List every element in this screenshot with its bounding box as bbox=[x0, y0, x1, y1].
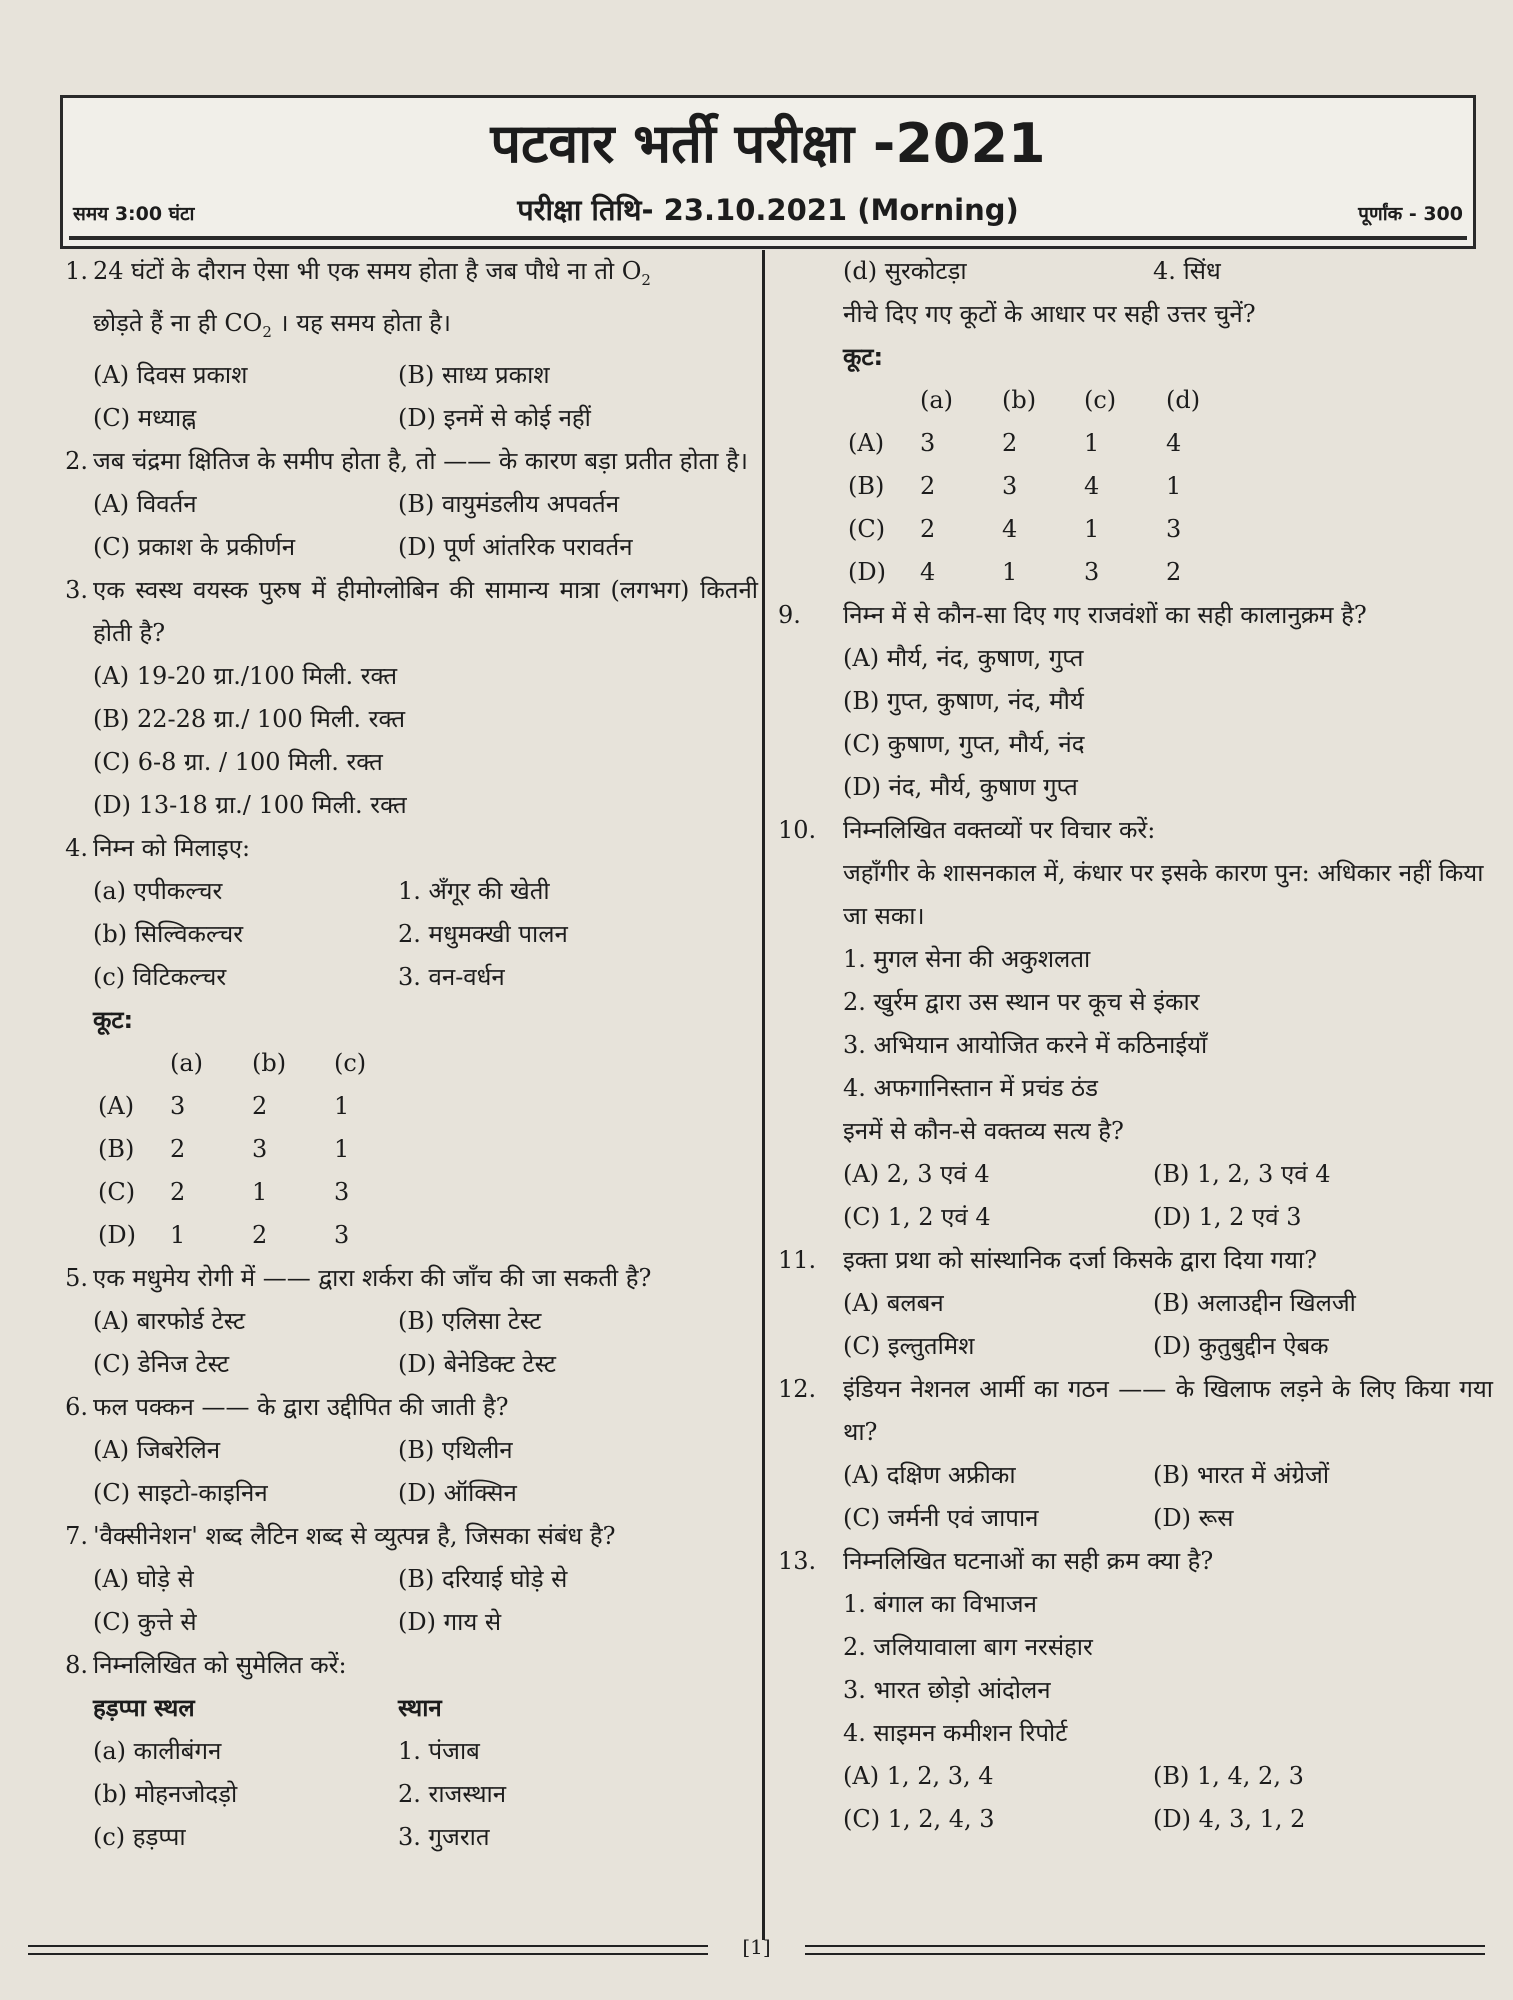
options bbox=[93, 1300, 758, 1386]
code-cell: 3 bbox=[252, 1134, 268, 1163]
options bbox=[93, 1558, 758, 1644]
statement: 1. मुगल सेना की अकुशलता bbox=[843, 945, 1091, 973]
code-cell: 3 bbox=[334, 1220, 350, 1249]
code-cell: 2 bbox=[1002, 429, 1018, 457]
code-cell: (A) bbox=[848, 429, 885, 457]
options bbox=[843, 1454, 1493, 1540]
match-item: (d) सुरकोटड़ा bbox=[843, 257, 967, 285]
code-cell: (C) bbox=[98, 1177, 136, 1206]
question-number: 13. bbox=[778, 1547, 817, 1575]
code-table bbox=[93, 1042, 758, 1257]
match-list bbox=[93, 1730, 758, 1859]
code-cell: 1 bbox=[334, 1134, 350, 1163]
code-cell: 1 bbox=[1084, 429, 1100, 457]
column-divider bbox=[762, 250, 765, 1940]
code-cell: 4 bbox=[1002, 515, 1018, 543]
question-7 bbox=[28, 1515, 758, 1644]
question-13 bbox=[778, 1540, 1493, 1841]
option: (B) भारत में अंग्रेजों bbox=[1153, 1461, 1330, 1489]
option: (D) 13-18 ग्रा./ 100 मिली. रक्त bbox=[93, 790, 407, 819]
code-cell: 2 bbox=[1166, 558, 1182, 586]
statement-list bbox=[843, 1583, 1493, 1755]
question-text: 'वैक्सीनेशन' शब्द लैटिन शब्द से व्युत्पन्न है, जिसका संबंध है? bbox=[93, 1521, 616, 1550]
option: (A) मौर्य, नंद, कुषाण, गुप्त bbox=[843, 644, 1084, 672]
question-number: 2. bbox=[65, 446, 88, 475]
code-cell: 2 bbox=[920, 515, 936, 543]
option: (C) साइटो-काइनिन bbox=[93, 1478, 268, 1507]
instruction-text: नीचे दिए गए कूटों के आधार पर सही उत्तर चुनें? bbox=[843, 300, 1256, 328]
option: (B) गुप्त, कुषाण, नंद, मौर्य bbox=[843, 687, 1084, 715]
match-item: 1. पंजाब bbox=[398, 1736, 480, 1765]
question-1 bbox=[28, 250, 758, 440]
code-cell: 1 bbox=[170, 1220, 186, 1249]
sub-question: इनमें से कौन-से वक्तव्य सत्य है? bbox=[843, 1117, 1124, 1145]
options bbox=[843, 1282, 1493, 1368]
question-number: 7. bbox=[65, 1521, 88, 1550]
code-cell bbox=[98, 1042, 170, 1085]
option: (D) इनमें से कोई नहीं bbox=[398, 403, 591, 432]
option: (D) पूर्ण आंतरिक परावर्तन bbox=[398, 532, 633, 561]
code-table bbox=[843, 379, 1493, 594]
match-list bbox=[93, 870, 758, 999]
option: (A) बलबन bbox=[843, 1289, 944, 1317]
header-info-row bbox=[73, 190, 1463, 230]
statement: 4. अफगानिस्तान में प्रचंड ठंड bbox=[843, 1074, 1098, 1102]
options bbox=[843, 637, 1493, 809]
option: (A) 19-20 ग्रा./100 मिली. रक्त bbox=[93, 661, 398, 690]
option: (B) एलिसा टेस्ट bbox=[398, 1306, 542, 1335]
question-text: एक मधुमेय रोगी में —— द्वारा शर्करा की जाँच की जा सकती है? bbox=[93, 1263, 652, 1292]
page-number: [1] bbox=[742, 1935, 771, 1959]
option: (A) 1, 2, 3, 4 bbox=[843, 1762, 994, 1790]
code-cell: (B) bbox=[98, 1134, 135, 1163]
question-number: 4. bbox=[65, 833, 88, 862]
match-item: 1. अँगूर की खेती bbox=[398, 876, 550, 905]
options bbox=[93, 483, 758, 569]
match-item: 3. गुजरात bbox=[398, 1822, 490, 1851]
option: (C) 1, 2 एवं 4 bbox=[843, 1203, 991, 1231]
code-cell: 1 bbox=[1166, 472, 1182, 500]
match-item: (a) एपीकल्चर bbox=[93, 876, 223, 905]
code-cell: 3 bbox=[920, 429, 936, 457]
match-header bbox=[93, 1687, 758, 1730]
option: (B) एथिलीन bbox=[398, 1435, 513, 1464]
code-cell: 3 bbox=[334, 1177, 350, 1206]
footer-rule-right bbox=[805, 1945, 1485, 1955]
question-11 bbox=[778, 1239, 1493, 1368]
statement: 3. भारत छोड़ो आंदोलन bbox=[843, 1676, 1051, 1704]
option: (B) 1, 4, 2, 3 bbox=[1153, 1762, 1304, 1790]
code-cell: (a) bbox=[920, 386, 954, 414]
match-item: (b) मोहनजोदड़ो bbox=[93, 1779, 238, 1808]
options bbox=[843, 1153, 1493, 1239]
code-cell: (B) bbox=[848, 472, 885, 500]
option: (C) डेनिज टेस्ट bbox=[93, 1349, 230, 1378]
code-cell: (d) bbox=[1166, 386, 1201, 414]
left-column bbox=[28, 250, 758, 1859]
code-label: कूट: bbox=[843, 343, 884, 371]
total-marks: पूर्णांक - 300 bbox=[1358, 203, 1463, 225]
match-item: (a) कालीबंगन bbox=[93, 1736, 222, 1765]
option: (D) नंद, मौर्य, कुषाण गुप्त bbox=[843, 773, 1078, 801]
code-cell bbox=[848, 379, 920, 422]
option: (A) जिबरेलिन bbox=[93, 1435, 221, 1464]
question-text bbox=[93, 250, 758, 354]
options bbox=[93, 354, 758, 440]
question-text: निम्न में से कौन-सा दिए गए राजवंशों का सही कालानुक्रम है? bbox=[843, 601, 1367, 629]
question-number: 6. bbox=[65, 1392, 88, 1421]
option: (A) घोड़े से bbox=[93, 1564, 194, 1593]
match-item: 2. मधुमक्खी पालन bbox=[398, 919, 568, 948]
question-number: 8. bbox=[65, 1650, 88, 1679]
code-label: कूट: bbox=[93, 1005, 134, 1034]
match-header-left: हड़प्पा स्थल bbox=[93, 1693, 195, 1722]
option: (C) जर्मनी एवं जापान bbox=[843, 1504, 1039, 1532]
question-text: निम्नलिखित वक्तव्यों पर विचार करें: bbox=[843, 816, 1156, 844]
code-cell: 3 bbox=[1166, 515, 1182, 543]
question-6 bbox=[28, 1386, 758, 1515]
exam-duration: समय 3:00 घंटा bbox=[73, 203, 195, 225]
option: (A) दिवस प्रकाश bbox=[93, 360, 248, 389]
code-cell: (a) bbox=[170, 1048, 204, 1077]
question-5 bbox=[28, 1257, 758, 1386]
code-cell: 3 bbox=[170, 1091, 186, 1120]
page-footer bbox=[28, 1935, 1485, 1965]
options bbox=[93, 1429, 758, 1515]
question-text: एक स्वस्थ वयस्क पुरुष में हीमोग्लोबिन की सामान्य मात्रा (लगभग) कितनी होती है? bbox=[93, 575, 758, 647]
question-text: निम्नलिखित घटनाओं का सही क्रम क्या है? bbox=[843, 1547, 1214, 1575]
question-number: 5. bbox=[65, 1263, 88, 1292]
statement: 1. बंगाल का विभाजन bbox=[843, 1590, 1037, 1618]
option: (D) 1, 2 एवं 3 bbox=[1153, 1203, 1302, 1231]
statement: 4. साइमन कमीशन रिपोर्ट bbox=[843, 1719, 1068, 1747]
code-cell: 1 bbox=[1002, 558, 1018, 586]
code-cell: (b) bbox=[1002, 386, 1037, 414]
match-list bbox=[843, 250, 1493, 293]
question-3 bbox=[28, 569, 758, 827]
match-item: 4. सिंध bbox=[1153, 257, 1221, 285]
option: (D) ऑक्सिन bbox=[398, 1478, 517, 1507]
question-number: 9. bbox=[778, 601, 801, 629]
option: (A) 2, 3 एवं 4 bbox=[843, 1160, 990, 1188]
option: (C) 6-8 ग्रा. / 100 मिली. रक्त bbox=[93, 747, 383, 776]
code-cell: 4 bbox=[1166, 429, 1182, 457]
code-cell: (b) bbox=[252, 1048, 287, 1077]
question-number: 3. bbox=[65, 575, 88, 604]
question-text: फल पक्कन —— के द्वारा उद्दीपित की जाती है? bbox=[93, 1392, 509, 1421]
match-item: (c) हड़प्पा bbox=[93, 1822, 186, 1851]
statement-list bbox=[843, 938, 1493, 1110]
question-8 bbox=[28, 1644, 758, 1859]
code-cell: 2 bbox=[920, 472, 936, 500]
match-item: (c) विटिकल्चर bbox=[93, 962, 227, 991]
option: (B) अलाउद्दीन खिलजी bbox=[1153, 1289, 1356, 1317]
statement: 2. खुर्रम द्वारा उस स्थान पर कूच से इंकार bbox=[843, 988, 1200, 1016]
code-cell: 2 bbox=[252, 1091, 268, 1120]
option: (B) 22-28 ग्रा./ 100 मिली. रक्त bbox=[93, 704, 406, 733]
option: (B) साध्य प्रकाश bbox=[398, 360, 550, 389]
page-title: पटवार भर्ती परीक्षा -2021 bbox=[490, 112, 1046, 175]
question-text: जब चंद्रमा क्षितिज के समीप होता है, तो —— के कारण बड़ा प्रतीत होता है। bbox=[93, 446, 748, 475]
code-cell: 3 bbox=[1084, 558, 1100, 586]
question-number: 12. bbox=[778, 1375, 817, 1403]
code-cell: 2 bbox=[170, 1177, 186, 1206]
question-10 bbox=[778, 809, 1493, 1239]
question-text: इंडियन नेशनल आर्मी का गठन —— के खिलाफ लड़ने के लिए किया गया था? bbox=[843, 1375, 1493, 1446]
code-cell: 4 bbox=[1084, 472, 1100, 500]
code-cell: 3 bbox=[1002, 472, 1018, 500]
option: (C) 1, 2, 4, 3 bbox=[843, 1805, 995, 1833]
right-column bbox=[778, 250, 1493, 1841]
question-text-line-1: 24 घंटों के दौरान ऐसा भी एक समय होता है जब पौधे ना तो O bbox=[93, 257, 642, 285]
option: (A) बारफोर्ड टेस्ट bbox=[93, 1306, 246, 1335]
question-text: इक्ता प्रथा को सांस्थानिक दर्जा किसके द्वारा दिया गया? bbox=[843, 1246, 1317, 1274]
question-number: 11. bbox=[778, 1246, 817, 1274]
question-4 bbox=[28, 827, 758, 1257]
option: (D) गाय से bbox=[398, 1607, 502, 1636]
code-cell: (D) bbox=[98, 1220, 136, 1249]
question-text-line-2: छोड़ते हैं ना ही CO bbox=[93, 308, 263, 337]
code-cell: 2 bbox=[252, 1220, 268, 1249]
question-text: निम्नलिखित को सुमेलित करें: bbox=[93, 1650, 347, 1679]
statement: 2. जलियावाला बाग नरसंहार bbox=[843, 1633, 1093, 1661]
question-number: 1. bbox=[65, 257, 88, 285]
option: (C) कुषाण, गुप्त, मौर्य, नंद bbox=[843, 730, 1085, 758]
code-cell: (A) bbox=[98, 1091, 135, 1120]
code-cell: 1 bbox=[252, 1177, 268, 1206]
question-context: जहाँगीर के शासनकाल में, कंधार पर इसके कारण पुन: अधिकार नहीं किया जा सका। bbox=[843, 859, 1484, 930]
question-number: 10. bbox=[778, 816, 817, 844]
question-text-line-2-end: । यह समय होता है। bbox=[271, 308, 452, 337]
code-cell: 1 bbox=[1084, 515, 1100, 543]
option: (B) 1, 2, 3 एवं 4 bbox=[1153, 1160, 1331, 1188]
option: (D) 4, 3, 1, 2 bbox=[1153, 1805, 1306, 1833]
code-cell: (c) bbox=[1084, 386, 1117, 414]
subscript: 2 bbox=[262, 322, 272, 341]
question-12 bbox=[778, 1368, 1493, 1540]
option: (B) वायुमंडलीय अपवर्तन bbox=[398, 489, 620, 518]
question-9 bbox=[778, 594, 1493, 809]
code-cell: (C) bbox=[848, 515, 886, 543]
option: (D) कुतुबुद्दीन ऐबक bbox=[1153, 1332, 1329, 1360]
question-2 bbox=[28, 440, 758, 569]
code-cell: (c) bbox=[334, 1048, 367, 1077]
option: (C) कुत्ते से bbox=[93, 1607, 197, 1636]
header-box bbox=[60, 95, 1476, 249]
option: (A) दक्षिण अफ्रीका bbox=[843, 1461, 1016, 1489]
options bbox=[93, 655, 758, 827]
option: (C) मध्याह्न bbox=[93, 403, 197, 432]
question-text: निम्न को मिलाइए: bbox=[93, 833, 251, 862]
option: (C) इल्तुतमिश bbox=[843, 1332, 975, 1360]
code-cell: 1 bbox=[334, 1091, 350, 1120]
exam-date: परीक्षा तिथि- 23.10.2021 (Morning) bbox=[517, 193, 1019, 227]
match-item: 3. वन-वर्धन bbox=[398, 962, 505, 991]
statement: 3. अभियान आयोजित करने में कठिनाईयाँ bbox=[843, 1031, 1208, 1059]
options bbox=[843, 1755, 1493, 1841]
option: (D) बेनेडिक्ट टेस्ट bbox=[398, 1349, 557, 1378]
code-cell: (D) bbox=[848, 558, 886, 586]
code-cell: 4 bbox=[920, 558, 936, 586]
match-item: 2. राजस्थान bbox=[398, 1779, 507, 1808]
match-item: (b) सिल्विकल्चर bbox=[93, 919, 244, 948]
option: (A) विवर्तन bbox=[93, 489, 197, 518]
match-header-right: स्थान bbox=[398, 1693, 442, 1722]
code-cell: 2 bbox=[170, 1134, 186, 1163]
option: (C) प्रकाश के प्रकीर्णन bbox=[93, 532, 296, 561]
option: (B) दरियाई घोड़े से bbox=[398, 1564, 568, 1593]
subscript: 2 bbox=[641, 270, 651, 289]
question-8-continued bbox=[778, 250, 1493, 594]
option: (D) रूस bbox=[1153, 1504, 1234, 1532]
